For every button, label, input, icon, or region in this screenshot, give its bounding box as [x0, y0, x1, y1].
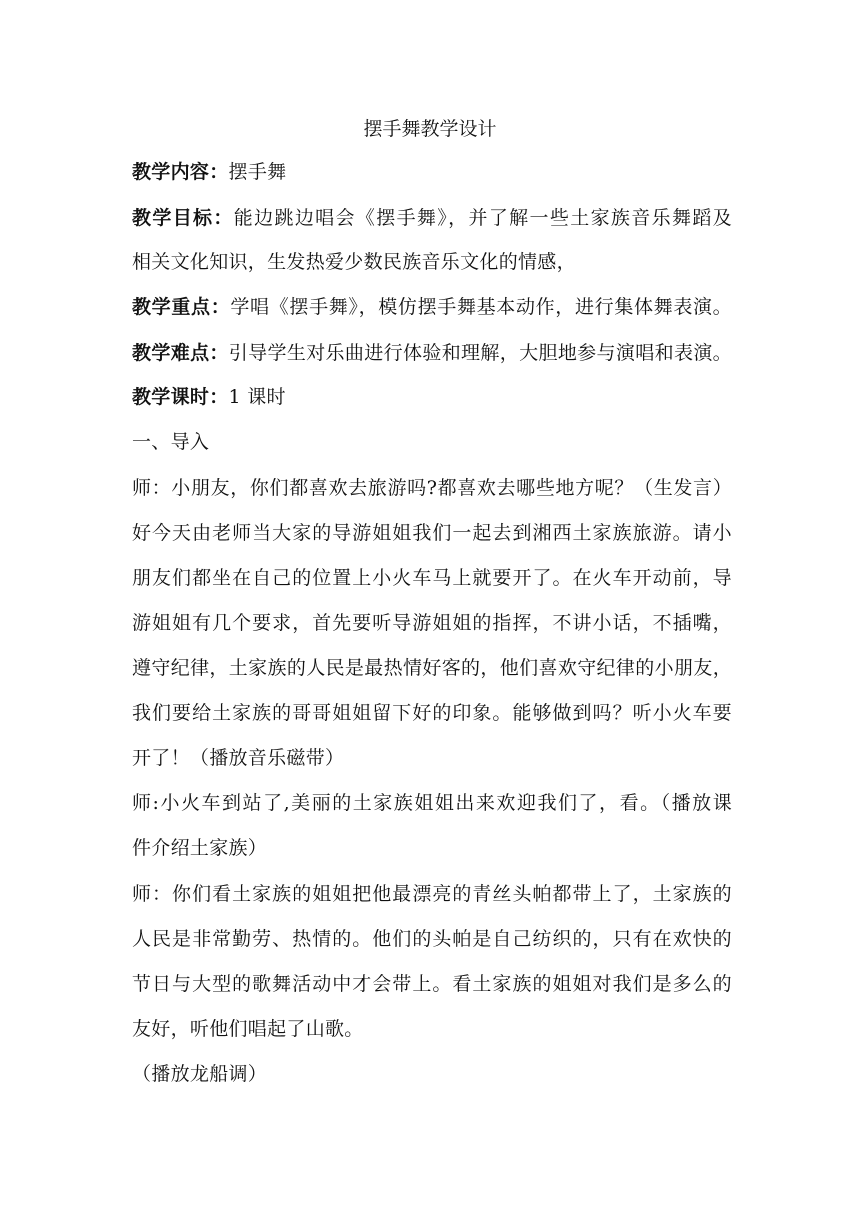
field-value: 能边跳边唱会《摆手舞》，并了解一些土家族音乐舞蹈及: [233, 207, 732, 229]
field-lesson-hours: [132, 382, 732, 412]
field-difficulties: [132, 338, 732, 368]
field-label: 教学重点：: [132, 296, 231, 318]
paragraph-line: 友好，听他们唱起了山歌。: [132, 1018, 364, 1040]
field-label: 教学目标：: [132, 207, 234, 229]
field-objective: [132, 203, 732, 233]
section-heading: 一、导入: [132, 431, 210, 453]
playback-note: （播放龙船调）: [132, 1063, 268, 1085]
field-label: 教学课时：: [132, 386, 229, 408]
field-value: 学唱《摆手舞》，模仿摆手舞基本动作，进行集体舞表演。: [230, 296, 732, 318]
field-label: 教学难点：: [132, 342, 229, 364]
field-key-points: [132, 292, 732, 322]
paragraph-line: 件介绍土家族）: [132, 837, 268, 859]
field-value: 摆手舞: [228, 161, 287, 183]
field-content: [132, 157, 732, 187]
field-objective-continuation: 相关文化知识，生发热爱少数民族音乐文化的情感，: [132, 251, 576, 273]
paragraph-line: 遵守纪律，土家族的人民是最热情好客的，他们喜欢守纪律的小朋友，: [132, 657, 732, 679]
field-label: 教学内容：: [132, 161, 229, 183]
paragraph-line: 我们要给土家族的哥哥姐姐留下好的印象。能够做到吗？听小火车要: [132, 702, 732, 724]
paragraph-line: 朋友们都坐在自己的位置上小火车马上就要开了。在火车开动前，导: [132, 567, 732, 589]
paragraph-line: 游姐姐有几个要求，首先要听导游姐姐的指挥，不讲小话，不插嘴，: [132, 612, 732, 634]
field-value: 引导学生对乐曲进行体验和理解，大胆地参与演唱和表演。: [228, 342, 732, 364]
paragraph-line: 师：小朋友，你们都喜欢去旅游吗?都喜欢去哪些地方呢？（生发言）: [132, 477, 732, 499]
paragraph-line: 人民是非常勤劳、热情的。他们的头帕是自己纺织的，只有在欢快的: [132, 928, 732, 950]
paragraph-line: 节日与大型的歌舞活动中才会带上。看土家族的姐姐对我们是多么的: [132, 973, 732, 995]
paragraph-line: 开了！（播放音乐磁带）: [132, 747, 345, 769]
paragraph-line: 师:小火车到站了,美丽的土家族姐姐出来欢迎我们了，看。（播放课: [132, 792, 732, 814]
paragraph-line: 好今天由老师当大家的导游姐姐我们一起去到湘西土家族旅游。请小: [132, 522, 732, 544]
field-value: 1 课时: [228, 386, 286, 408]
paragraph-line: 师：你们看土家族的姐姐把他最漂亮的青丝头帕都带上了，土家族的: [132, 883, 732, 905]
document-title: 摆手舞教学设计: [363, 118, 497, 140]
